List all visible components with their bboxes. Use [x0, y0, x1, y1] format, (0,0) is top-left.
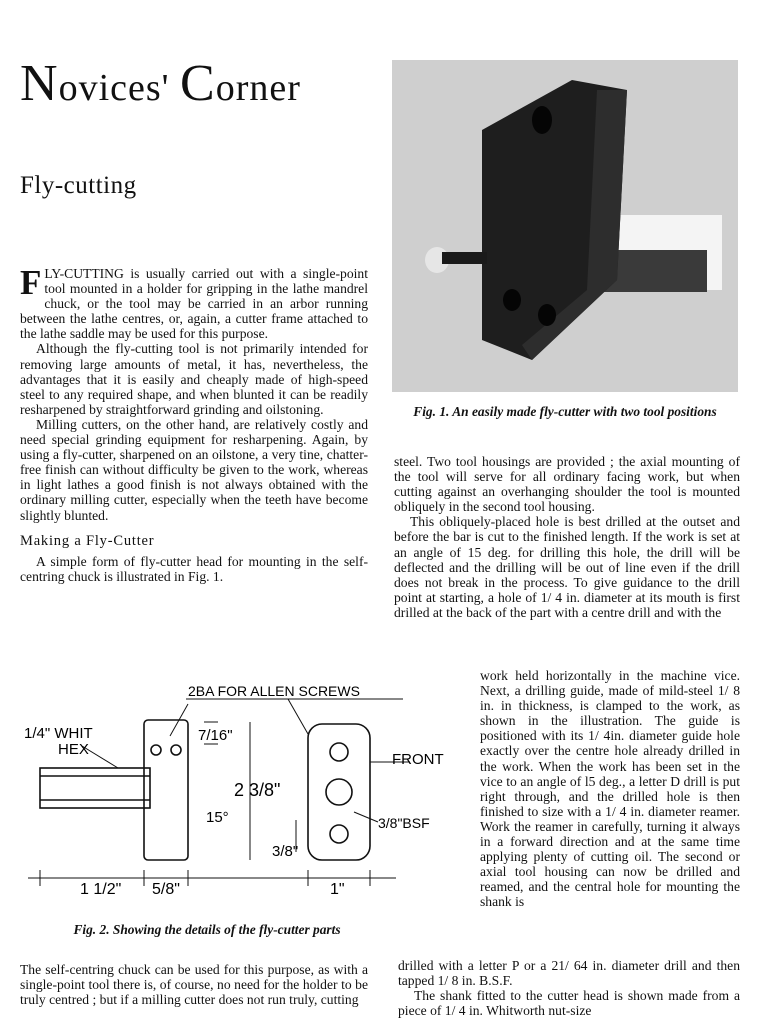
figure-2-caption: Fig. 2. Showing the details of the fly-cutter parts: [73, 922, 341, 937]
shank-outline: [40, 768, 150, 808]
label-allen-screws: 2BA FOR ALLEN SCREWS: [188, 683, 360, 699]
label-15-degrees: 15°: [206, 809, 229, 826]
right-paragraph-3: work held horizontally in the machine vice. Next, a drilling guide, made of mild-steel 1/ 8 in. in thickness, is clamped to the work, as shown in the illustration. The guide is positioned with its 1/ 4in. diameter guide hole exactly over the centre hole already drilled in the work. When the work has been set in the vice to an angle of l5 deg., a letter D drill is put right through, and the drilled hole is then finished to size with a 1/ 4 in. diameter reamer. Work the reamer in carefully, turning it always in a forward direction and at the same time applying plenty of cutting oil. The second or axial tool housing can now be drilled and reamed, and the central hole for mounting the shank is: [480, 668, 740, 910]
paragraph-5: The self-centring chuck can be used for this purpose, as with a single-point tool there is, of course, no need for the holder to be truly centred ; but if a milling cutter does not run truly, cutting: [20, 962, 368, 1008]
right-paragraph-1: steel. Two tool housings are provided ; the axial mounting of the tool will serve for all ordinary facing work, but when cutting against an overhanging shoulder the tool is mounted obliquely in the second tool housing.: [394, 454, 740, 515]
label-hex: HEX: [58, 741, 89, 758]
screw-hole-icon: [171, 745, 181, 755]
title-initial-c: C: [180, 55, 216, 112]
article-subtitle: Fly-cutting: [20, 172, 137, 199]
label-3-8-bsf: 3/8"BSF: [378, 815, 430, 831]
label-1-1-2: 1 1/2": [80, 881, 122, 898]
label-1-inch: 1": [330, 881, 345, 898]
paragraph-intro-text: LY-CUTTING is usually carried out with a single-point tool mounted in a holder for gripping in the lathe mandrel chuck, or the tool may be carried in an arbor running between the lathe centres, or, again, a cutter frame attached to the lathe saddle may be used for this purpose.: [20, 266, 368, 342]
paragraph-3: Milling cutters, on the other hand, are relatively costly and need special grinding equipment for resharpening. Again, by using a fly-cutter, sharpened on an oilstone, a very tine, chatter-free finish can without difficulty be given to the work, whereas in light lathes a good finish is not always obtained with the ordinary milling cutter, especially when the teeth have become slightly blunted.: [20, 416, 368, 523]
label-7-16: 7/16": [198, 727, 233, 744]
right-paragraph-5: The shank fitted to the cutter head is shown made from a piece of 1/ 4 in. Whitworth nut-size: [398, 988, 740, 1019]
right-column-bottom: [398, 958, 740, 1018]
fly-cutter-drawing: [18, 682, 444, 916]
label-front: FRONT: [392, 751, 444, 768]
paragraph-intro: [20, 263, 368, 342]
label-whit: 1/4" WHIT: [24, 725, 93, 742]
label-2-3-8: 2 3/8": [234, 780, 281, 800]
title-initial-n: N: [20, 55, 59, 112]
title-rest-corner: orner: [215, 67, 301, 109]
paragraph-2: Although the fly-cutting tool is not primarily intended for removing large amounts of metal, it has, nevertheless, the advantages that it is easily and cheaply made of high-speed steel to any required shape, and when blunted it can be readily resharpened by straightforward grinding and oilstoning.: [20, 341, 368, 417]
right-column-text: [394, 454, 740, 620]
right-narrow-column: [480, 668, 740, 910]
left-column-bottom: [20, 962, 368, 1007]
label-5-8: 5/8": [152, 881, 180, 898]
right-paragraph-4: drilled with a letter P or a 21/ 64 in. diameter drill and then tapped 1/ 8 in. B.S.F.: [398, 958, 740, 989]
fly-cutter-photo-shapes: [392, 60, 738, 392]
left-column-text: [20, 263, 368, 584]
figure-1-caption: Fig. 1. An easily made fly-cutter with two tool positions: [413, 404, 717, 419]
title-rest-novices: ovices': [58, 67, 180, 109]
page-title: [20, 55, 301, 112]
cutter-head-front: [308, 724, 370, 860]
label-3-8: 3/8": [272, 843, 299, 860]
fly-cutter-photo: [392, 60, 738, 392]
right-paragraph-2: This obliquely-placed hole is best drilled at the outset and before the bar is cut to the finished length. If the work is set at an angle of 15 deg. for drilling this hole, the drill will be deflected and the drilling will be out of line even if the drill does not break in the process. To give guidance to the drill point at starting, a hole of 1/ 4 in. diameter at its mouth is first drilled at the back of the part with a centre drill and with the: [394, 514, 740, 620]
screw-hole-icon: [151, 745, 161, 755]
section-heading: Making a Fly-Cutter: [20, 532, 155, 549]
paragraph-4: A simple form of fly-cutter head for mounting in the self-centring chuck is illustrated in Fig. 1.: [20, 553, 368, 584]
drop-cap: F: [20, 263, 42, 302]
